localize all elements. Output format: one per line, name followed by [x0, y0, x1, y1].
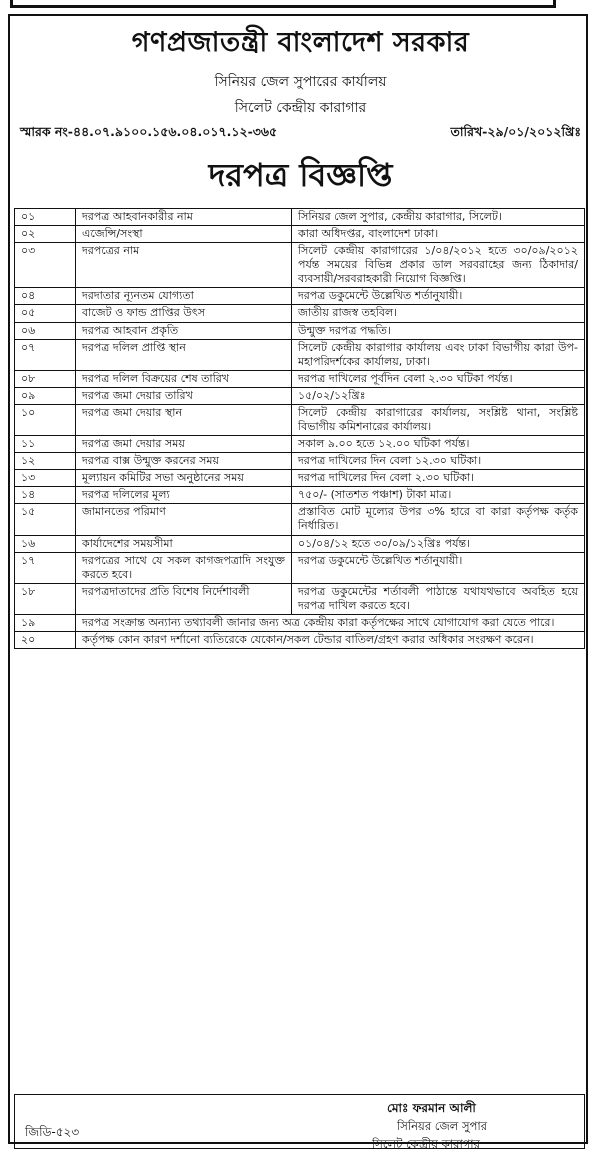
- row-label: দরদাতার ন্যূনতম যোগ্যতা: [76, 288, 292, 305]
- table-row: [15, 436, 585, 453]
- table-row: [15, 288, 585, 305]
- row-label: দরপত্র জমা দেয়ার সময়: [76, 436, 292, 453]
- row-serial: ১০: [15, 404, 76, 435]
- row-value: সিনিয়র জেল সুপার, কেন্দ্রীয় কারাগার, সিলেট।: [292, 209, 585, 226]
- row-label: দরপত্র জমা দেয়ার তারিখ: [76, 387, 292, 404]
- row-serial: ০৬: [15, 322, 76, 339]
- row-serial: ১৬: [15, 535, 76, 552]
- gd-number: জিডি-৫২৩: [25, 1125, 80, 1139]
- row-serial: ২০: [15, 632, 76, 649]
- row-value: দরপত্র দাখিলের দিন বেলা ১২.৩০ ঘটিকা।: [292, 453, 585, 470]
- note-text: দরপত্র সংক্রান্ত অন্যান্য তথ্যাবলী জানার জন্য অত্র কেন্দ্রীয় কারা কর্তৃপক্ষের সাথে যোগাযোগ করা যেতে পারে।: [76, 614, 585, 631]
- table-row: [15, 226, 585, 243]
- row-value: ০১/০৪/১২ হতে ৩০/০৯/১২খ্রিঃ পর্যন্ত।: [292, 535, 585, 552]
- signatory-title: সিনিয়র জেল সুপার: [397, 1119, 488, 1133]
- notice-date: তারিখ-২৯/০১/২০১২খ্রিঃ: [450, 124, 581, 139]
- table-row: [15, 583, 585, 614]
- row-value: প্রস্তাবিত মোট মূল্যের উপর ৩% হারে বা কারা কর্তৃপক্ষ কর্তৃক নির্ধারিত।: [292, 504, 585, 535]
- row-label: জামানতের পরিমাণ: [76, 504, 292, 535]
- row-value: জাতীয় রাজস্ব তহবিল।: [292, 305, 585, 322]
- row-label: কার্যাদেশের সময়সীমা: [76, 535, 292, 552]
- table-row: [15, 535, 585, 552]
- row-serial: ১৫: [15, 504, 76, 535]
- row-serial: ০৭: [15, 339, 76, 370]
- row-serial: ১১: [15, 436, 76, 453]
- row-label: দরপত্র আহবানকারীর নাম: [76, 209, 292, 226]
- row-value: কারা অধিদপ্তর, বাংলাদেশ ঢাকা।: [292, 226, 585, 243]
- table-row: [15, 370, 585, 387]
- note-text: কর্তৃপক্ষ কোন কারণ দর্শানো ব্যতিরেকে যেকোন/সকল টেন্ডার বাতিল/গ্রহণ করার অধিকার সংরক্ষণ করেন।: [76, 632, 585, 649]
- table-row: [15, 339, 585, 370]
- row-serial: ০৫: [15, 305, 76, 322]
- row-value: দরপত্র ডকুমেন্টে উল্লেখিত শর্তানুযায়ী।: [292, 288, 585, 305]
- row-serial: ১৭: [15, 552, 76, 583]
- row-value: সিলেট কেন্দ্রীয় কারাগার কার্যালয় এবং ঢাকা বিভাগীয় কারা উপ-মহাপরিদর্শকের কার্যালয়, ঢাকা।: [292, 339, 585, 370]
- row-value: দরপত্র দাখিলের পূর্বদিন বেলা ২.৩০ ঘটিকা পর্যন্ত।: [292, 370, 585, 387]
- table-row: [15, 305, 585, 322]
- table-row: [15, 322, 585, 339]
- notice-heading: দরপত্র বিজ্ঞপ্তি: [208, 156, 393, 194]
- row-label: দরপত্র বাক্স উন্মুক্ত করনের সময়: [76, 453, 292, 470]
- row-value: দরপত্র দাখিলের দিন বেলা ২.৩০ ঘটিকা।: [292, 470, 585, 487]
- row-value: দরপত্র ডকুমেন্টের শর্তাবলী পাঠান্তে যথাযথভাবে অবহিত হয়ে দরপত্র দাখিল করতে হবে।: [292, 583, 585, 614]
- row-value: সিলেট কেন্দ্রীয় কারাগারের ১/০৪/২০১২ হতে ৩০/০৯/২০১২ পর্যন্ত সময়ের বিভিন্ন প্রকার ডাল সরবরাহের জন্য ঠিকাদার/ব্যবসায়ী/সরবরাহকারী নিয়োগ বিজ্ঞপ্তি।: [292, 243, 585, 288]
- row-serial: ০১: [15, 209, 76, 226]
- table-row: [15, 243, 585, 288]
- row-serial: ১৪: [15, 487, 76, 504]
- table-row: [15, 387, 585, 404]
- row-label: এজেন্সি/সংস্থা: [76, 226, 292, 243]
- jail-name: সিলেট কেন্দ্রীয় কারাগার: [234, 100, 367, 116]
- row-label: দরপত্র দলিল প্রাপ্তি স্থান: [76, 339, 292, 370]
- row-serial: ১৮: [15, 583, 76, 614]
- row-serial: ১২: [15, 453, 76, 470]
- top-border: [0, 0, 601, 8]
- row-label: দরপত্র দলিল বিক্রয়ের শেষ তারিখ: [76, 370, 292, 387]
- row-serial: ০২: [15, 226, 76, 243]
- note-row: [15, 632, 585, 649]
- row-value: সকাল ৯.০০ হতে ১২.০০ ঘটিকা পর্যন্ত।: [292, 436, 585, 453]
- row-value: সিলেট কেন্দ্রীয় কারাগারের কার্যালয়, সংশ্লিষ্ট থানা, সংশ্লিষ্ট বিভাগীয় কমিশনারের কার্যালয়।: [292, 404, 585, 435]
- signatory-office: সিলেট কেন্দ্রীয় কারাগার: [372, 1137, 480, 1151]
- table-row: [15, 209, 585, 226]
- table-row: [15, 453, 585, 470]
- row-serial: ১৯: [15, 614, 76, 631]
- row-serial: ০৯: [15, 387, 76, 404]
- signatory-name: মোঃ ফরমান আলী: [387, 1101, 476, 1115]
- note-row: [15, 614, 585, 631]
- row-serial: ১৩: [15, 470, 76, 487]
- row-label: দরপত্রের সাথে যে সকল কাগজপত্রাদি সংযুক্ত করতে হবে।: [76, 552, 292, 583]
- row-serial: ০৪: [15, 288, 76, 305]
- row-label: দরপত্র আহবান প্রকৃতি: [76, 322, 292, 339]
- table-row: [15, 470, 585, 487]
- row-label: দরপত্র জমা দেয়ার স্থান: [76, 404, 292, 435]
- row-label: দরপত্র দলিলের মূল্য: [76, 487, 292, 504]
- row-serial: ০৮: [15, 370, 76, 387]
- row-value: দরপত্র ডকুমেন্টে উল্লেখিত শর্তানুযায়ী।: [292, 552, 585, 583]
- row-serial: ০৩: [15, 243, 76, 288]
- table-row: [15, 404, 585, 435]
- row-value: উন্মুক্ত দরপত্র পদ্ধতি।: [292, 322, 585, 339]
- tender-table: [14, 208, 585, 649]
- table-row: [15, 552, 585, 583]
- row-label: মূল্যায়ন কমিটির সভা অনুষ্ঠানের সময়: [76, 470, 292, 487]
- row-label: বাজেট ও ফান্ড প্রাপ্তির উৎস: [76, 305, 292, 322]
- row-value: ১৫/০২/১২খ্রিঃ: [292, 387, 585, 404]
- signature-block: [14, 1094, 585, 1149]
- government-title: গণপ্রজাতন্ত্রী বাংলাদেশ সরকার: [131, 27, 470, 58]
- row-label: দরপত্রদাতাদের প্রতি বিশেষ নির্দেশাবলী: [76, 583, 292, 614]
- office-name: সিনিয়র জেল সুপারের কার্যালয়: [214, 74, 387, 90]
- table-row: [15, 504, 585, 535]
- memo-number: স্মারক নং-৪৪.০৭.৯১০০.১৫৬.০৪.০১৭.১২-৩৬৫: [20, 124, 278, 139]
- row-value: ৭৫০/- (সাতশত পঞ্চাশ) টাকা মাত্র।: [292, 487, 585, 504]
- table-row: [15, 487, 585, 504]
- row-label: দরপত্রের নাম: [76, 243, 292, 288]
